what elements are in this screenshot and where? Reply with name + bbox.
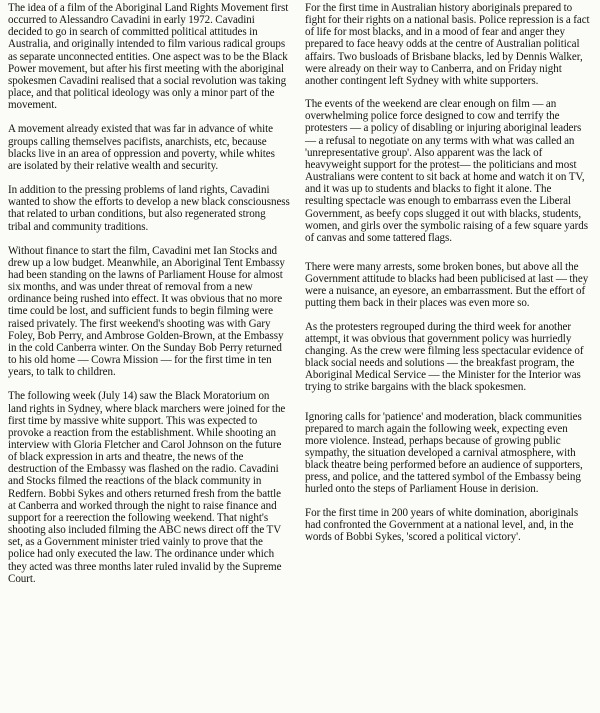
paragraph: In addition to the pressing problems of land rights, Cavadini wanted to show the efforts to develop a new black consciousness that related to urban conditions, but also regenerated strong tribal and community traditions.: [8, 184, 290, 233]
paragraph: For the first time in 200 years of white domination, aboriginals had confronted the Government at a national level, and, in the words of Bobbi Sykes, 'scored a political victory'.: [305, 506, 579, 543]
paragraph: Ignoring calls for 'patience' and moderation, black communities prepared to march again the following week, expecting even more violence. Instead, perhaps because of growing public sympathy, the situation developed a carnival atmosphere, with black theatre being performed before an audience of supporters, press, and police, and the tattered symbol of the Embassy being hurled onto the steps of Parliament House in derision.: [305, 410, 583, 496]
right-column: [305, 2, 591, 543]
paragraph: As the protesters regrouped during the third week for another attempt, it was obvious that government policy was hurriedly changing. As the crew were filming less spectacular evidence of black social needs and solutions — the breakfast program, the Aboriginal Medical Service — the Minister for the Interior was trying to strike bargains with the black spokesmen.: [305, 320, 584, 394]
paragraph: There were many arrests, some broken bones, but above all the Government attitude to blacks had been publicised at last — they were a nuisance, an eyesore, an embarrassment. But the effort of putting them back in their places was even more so.: [305, 260, 589, 310]
paragraph: The idea of a film of the Aboriginal Land Rights Movement first occurred to Alessandro Cavadini in early 1972. Cavadini decided to go in search of committed political attitudes in Australia, and originally intended to film various radical groups as separate unconnected entities. One aspect was to be the Black Power movement, but after his first meeting with the aboriginal spokesmen Cavadini realised that a social revolution was taking place, and that political ideology was only a minor part of the movement.: [8, 2, 289, 112]
paragraph: Without finance to start the film, Cavadini met Ian Stocks and drew up a low budget. Meanwhile, an Aboriginal Tent Embassy had been standing on the lawns of Parliament House for almost six months, and was under threat of removal from a new ordinance being rushed into effect. It was obvious that no more time could be lost, and sufficient funds to begin filming were raised privately. The first weekend's shooting was with Gary Foley, Bob Perry, and Ambrose Golden-Brown, at the Embassy in the cold Canberra winter. On the Sunday Bob Perry returned to his old home — Cowra Mission — for the first time in ten years, to talk to children.: [8, 244, 285, 379]
paragraph: A movement already existed that was far in advance of white groups calling themselves pacifists, anarchists, etc, because blacks live in an area of oppression and poverty, while whites are isolated by their relative wealth and security.: [8, 123, 275, 172]
paragraph: The events of the weekend are clear enough on film — an overwhelming police force designed to cow and terrify the protesters — a policy of disabling or injuring aboriginal leaders — a refusal to negotiate on any terms with what was called an 'unrepresentative group'. Also apparent was the lack of heavyweight support for the protest— the politicians and most Australians were content to sit back at home and watch it on TV, and it was up to students and blacks to fight it alone. The resulting spectacle was enough to embarrass even the Liberal Government, as beefy cops slugged it out with blacks, students, women, and girls over the symbolic raising of a few square yards of canvas and some tattered flags.: [305, 98, 588, 244]
paragraph: The following week (July 14) saw the Black Moratorium on land rights in Sydney, where black marchers were joined for the first time by massive white support. This was expected to provoke a reaction from the establishment. While shooting an interview with Gloria Fletcher and Carol Johnson on the future of black expression in arts and theatre, the news of the destruction of the Embassy was flashed on the radio. Cavadini and Stocks filmed the reactions of the black community in Redfern. Bobbi Sykes and others returned fresh from the battle at Canberra and worked through the night to raise finance and support for a reerection the following weekend. That night's shooting also included filming the ABC news direct off the TV set, as a Government minister tried vainly to prove that the police had only executed the law. The ordinance under which they acted was three months later ruled invalid by the Supreme Court.: [8, 390, 286, 585]
paragraph: For the first time in Australian history aboriginals prepared to fight for their rights on a national basis. Police repression is a fact of life for most blacks, and in a mood of fear and anger they prepared to face heavy odds at the centre of Australian political affairs. Two busloads of Brisbane blacks, led by Dennis Walker, were already on their way to Canberra, and on Friday night another contingent left Sydney with white supporters.: [305, 2, 590, 87]
left-column: [8, 2, 290, 585]
